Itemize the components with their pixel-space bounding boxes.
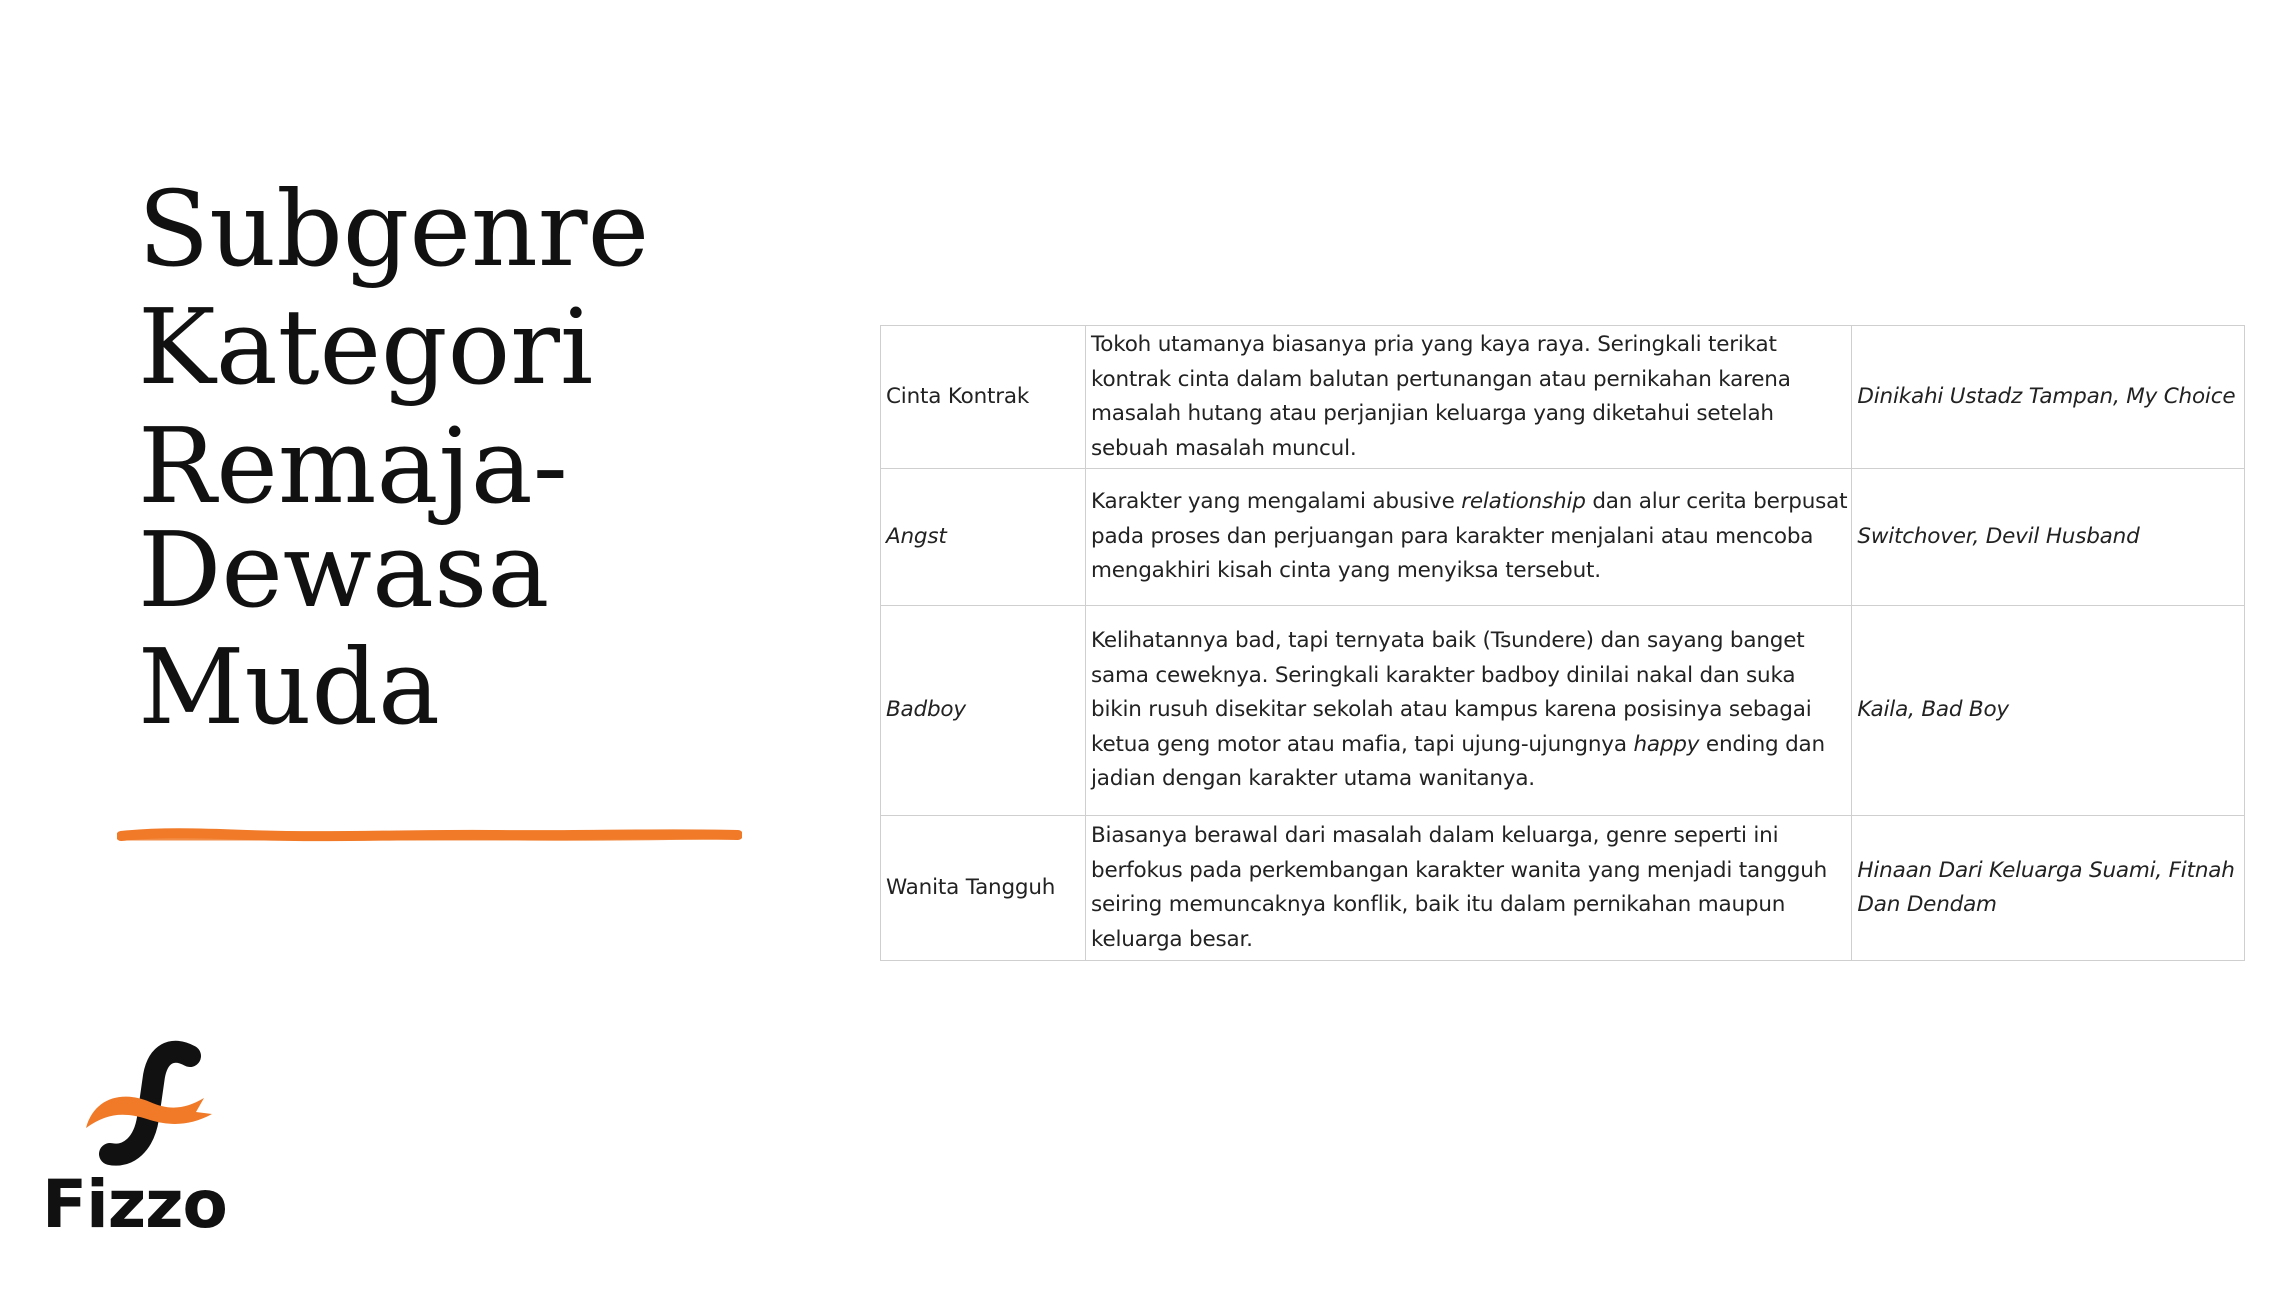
title-line: Kategori xyxy=(138,286,594,408)
description-cell xyxy=(1086,606,1852,816)
fizzo-logo xyxy=(42,1040,232,1250)
description-text: ending dan jadian dengan karakter utama wanitanya. xyxy=(1091,731,1825,792)
logo-wordmark: Fizzo xyxy=(42,1166,227,1243)
description-text: Karakter yang mengalami abusive xyxy=(1091,489,1462,515)
genre-cell: Badboy xyxy=(881,606,1086,816)
slide-title xyxy=(138,170,778,746)
examples-cell: Dinikahi Ustadz Tampan, My Choice xyxy=(1852,326,2245,469)
examples-cell: Kaila, Bad Boy xyxy=(1852,606,2245,816)
title-line: Muda xyxy=(138,626,441,748)
subgenre-table xyxy=(880,325,2245,961)
table-row xyxy=(881,606,2245,816)
title-underline-stroke xyxy=(117,826,742,846)
description-emphasis: relationship xyxy=(1461,489,1586,515)
genre-cell: Wanita Tangguh xyxy=(881,816,1086,961)
description-cell xyxy=(1086,469,1852,606)
examples-cell: Switchover, Devil Husband xyxy=(1852,469,2245,606)
description-emphasis: happy xyxy=(1633,731,1700,757)
fizzo-logo-icon xyxy=(72,1040,232,1170)
table-row xyxy=(881,326,2245,469)
description-text: Kelihatannya bad, tapi ternyata baik (Tsundere) dan sayang banget sama ceweknya. Seringkali karakter badboy dinilai nakal dan suka bikin rusuh disekitar sekolah atau kampus karena posisinya sebagai ketua geng motor atau mafia, tapi ujung-ujungnya xyxy=(1091,628,1812,757)
table-row xyxy=(881,469,2245,606)
description-cell: Biasanya berawal dari masalah dalam keluarga, genre seperti ini berfokus pada perkembangan karakter wanita yang menjadi tangguh seiring memuncaknya konflik, baik itu dalam pernikahan maupun keluarga besar. xyxy=(1086,816,1852,961)
table-row xyxy=(881,816,2245,961)
title-line: Subgenre xyxy=(138,168,650,290)
title-line: Remaja- xyxy=(138,405,568,527)
description-cell: Tokoh utamanya biasanya pria yang kaya raya. Seringkali terikat kontrak cinta dalam balutan pertunangan atau pernikahan karena masalah hutang atau perjanjian keluarga yang diketahui setelah sebuah masalah muncul. xyxy=(1086,326,1852,469)
genre-cell: Cinta Kontrak xyxy=(881,326,1086,469)
genre-cell: Angst xyxy=(881,469,1086,606)
description-text: dan alur cerita berpusat pada proses dan perjuangan para karakter menjalani atau mencoba mengakhiri kisah cinta yang menyiksa tersebut. xyxy=(1091,489,1848,584)
examples-cell: Hinaan Dari Keluarga Suami, Fitnah Dan Dendam xyxy=(1852,816,2245,961)
title-line: Dewasa xyxy=(138,509,550,631)
